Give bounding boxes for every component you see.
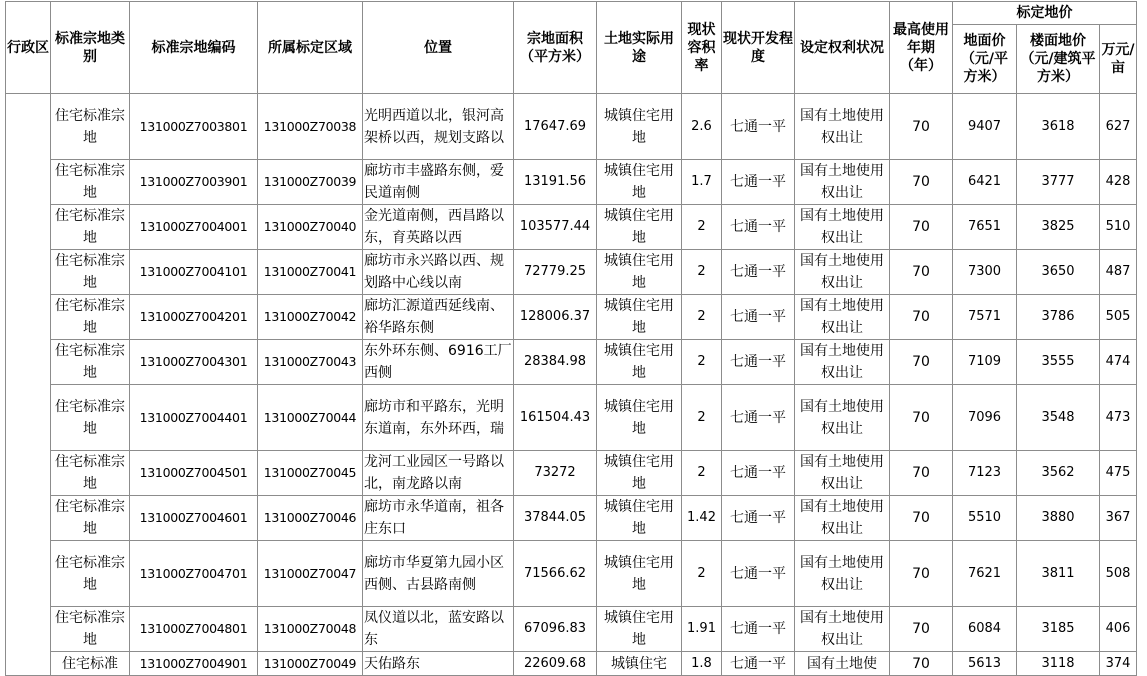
row-location: 龙河工业园区一号路以北，南龙路以南 <box>363 451 514 496</box>
row-area: 37844.05 <box>514 496 597 541</box>
row-code: 131000Z7004601 <box>130 496 258 541</box>
row-dev: 七通一平 <box>722 340 795 385</box>
row-zone: 131000Z70047 <box>258 541 363 607</box>
row-term: 70 <box>890 385 953 451</box>
row-mu-price: 428 <box>1100 160 1137 205</box>
header-category: 标准宗地类别 <box>51 2 130 94</box>
row-category: 住宅标准宗地 <box>51 160 130 205</box>
row-use: 城镇住宅用地 <box>597 385 682 451</box>
row-floor-price: 3650 <box>1017 250 1100 295</box>
row-floor-price: 3777 <box>1017 160 1100 205</box>
row-rights: 国有土地使用权出让 <box>795 160 890 205</box>
row-use: 城镇住宅用地 <box>597 94 682 160</box>
row-use: 城镇住宅用地 <box>597 451 682 496</box>
row-mu-price: 627 <box>1100 94 1137 160</box>
row-far: 2 <box>682 250 722 295</box>
row-code: 131000Z7004901 <box>130 652 258 676</box>
row-floor-price: 3825 <box>1017 205 1100 250</box>
row-term: 70 <box>890 652 953 676</box>
row-rights: 国有土地使用权出让 <box>795 205 890 250</box>
row-use: 城镇住宅用地 <box>597 541 682 607</box>
row-use: 城镇住宅 <box>597 652 682 676</box>
row-land-price: 6421 <box>953 160 1017 205</box>
table-row <box>6 541 1137 607</box>
row-code: 131000Z7004701 <box>130 541 258 607</box>
header-land-price: 地面价（元/平方米） <box>953 25 1017 94</box>
row-area: 73272 <box>514 451 597 496</box>
row-rights: 国有土地使用权出让 <box>795 541 890 607</box>
table-row <box>6 607 1137 652</box>
row-area: 71566.62 <box>514 541 597 607</box>
row-category: 住宅标准宗地 <box>51 94 130 160</box>
row-area: 28384.98 <box>514 340 597 385</box>
row-location: 廊坊市华夏第九园小区西侧、古县路南侧 <box>363 541 514 607</box>
row-floor-price: 3548 <box>1017 385 1100 451</box>
row-mu-price: 510 <box>1100 205 1137 250</box>
row-location: 廊坊市永华道南，祖各庄东口 <box>363 496 514 541</box>
row-floor-price: 3185 <box>1017 607 1100 652</box>
row-term: 70 <box>890 250 953 295</box>
row-far: 1.91 <box>682 607 722 652</box>
row-far: 2 <box>682 340 722 385</box>
row-land-price: 7651 <box>953 205 1017 250</box>
row-location: 金光道南侧，西昌路以东，育英路以西 <box>363 205 514 250</box>
row-term: 70 <box>890 340 953 385</box>
row-rights: 国有土地使用权出让 <box>795 340 890 385</box>
row-dev: 七通一平 <box>722 652 795 676</box>
row-area: 13191.56 <box>514 160 597 205</box>
row-rights: 国有土地使用权出让 <box>795 607 890 652</box>
row-category: 住宅标准宗地 <box>51 250 130 295</box>
table-row <box>6 250 1137 295</box>
row-dev: 七通一平 <box>722 295 795 340</box>
row-rights: 国有土地使用权出让 <box>795 496 890 541</box>
row-code: 131000Z7004201 <box>130 295 258 340</box>
row-zone: 131000Z70043 <box>258 340 363 385</box>
row-mu-price: 508 <box>1100 541 1137 607</box>
row-rights: 国有土地使用权出让 <box>795 295 890 340</box>
header-price-group: 标定地价 <box>953 2 1137 25</box>
row-mu-price: 505 <box>1100 295 1137 340</box>
district-cell <box>6 94 51 676</box>
row-category: 住宅标准宗地 <box>51 205 130 250</box>
row-far: 2 <box>682 541 722 607</box>
row-land-price: 7621 <box>953 541 1017 607</box>
row-dev: 七通一平 <box>722 496 795 541</box>
header-district: 行政区 <box>6 2 51 94</box>
row-area: 161504.43 <box>514 385 597 451</box>
row-land-price: 7109 <box>953 340 1017 385</box>
table-row <box>6 94 1137 160</box>
row-area: 128006.37 <box>514 295 597 340</box>
row-use: 城镇住宅用地 <box>597 496 682 541</box>
row-far: 1.8 <box>682 652 722 676</box>
row-code: 131000Z7004301 <box>130 340 258 385</box>
row-code: 131000Z7004101 <box>130 250 258 295</box>
row-mu-price: 374 <box>1100 652 1137 676</box>
row-dev: 七通一平 <box>722 385 795 451</box>
row-rights: 国有土地使用权出让 <box>795 451 890 496</box>
row-location: 光明西道以北，银河高架桥以西，规划支路以 <box>363 94 514 160</box>
row-land-price: 5510 <box>953 496 1017 541</box>
row-floor-price: 3118 <box>1017 652 1100 676</box>
row-use: 城镇住宅用地 <box>597 340 682 385</box>
row-far: 2 <box>682 385 722 451</box>
row-far: 2.6 <box>682 94 722 160</box>
row-floor-price: 3880 <box>1017 496 1100 541</box>
row-category: 住宅标准宗地 <box>51 295 130 340</box>
row-land-price: 9407 <box>953 94 1017 160</box>
table-row <box>6 295 1137 340</box>
row-mu-price: 406 <box>1100 607 1137 652</box>
row-land-price: 7123 <box>953 451 1017 496</box>
row-use: 城镇住宅用地 <box>597 607 682 652</box>
row-area: 22609.68 <box>514 652 597 676</box>
row-term: 70 <box>890 496 953 541</box>
row-mu-price: 487 <box>1100 250 1137 295</box>
row-rights: 国有土地使 <box>795 652 890 676</box>
row-zone: 131000Z70045 <box>258 451 363 496</box>
land-price-table <box>5 1 1137 676</box>
header-location: 位置 <box>363 2 514 94</box>
row-dev: 七通一平 <box>722 607 795 652</box>
row-floor-price: 3618 <box>1017 94 1100 160</box>
row-far: 2 <box>682 295 722 340</box>
row-area: 17647.69 <box>514 94 597 160</box>
row-mu-price: 474 <box>1100 340 1137 385</box>
table-row <box>6 340 1137 385</box>
table-row <box>6 451 1137 496</box>
row-zone: 131000Z70038 <box>258 94 363 160</box>
row-location: 廊坊市和平路东，光明东道南，东外环西，瑞 <box>363 385 514 451</box>
row-land-price: 6084 <box>953 607 1017 652</box>
row-term: 70 <box>890 541 953 607</box>
row-floor-price: 3811 <box>1017 541 1100 607</box>
row-area: 67096.83 <box>514 607 597 652</box>
row-zone: 131000Z70040 <box>258 205 363 250</box>
row-floor-price: 3786 <box>1017 295 1100 340</box>
row-land-price: 7571 <box>953 295 1017 340</box>
header-area: 宗地面积（平方米） <box>514 2 597 94</box>
header-far: 现状容积率 <box>682 2 722 94</box>
row-dev: 七通一平 <box>722 541 795 607</box>
table-row <box>6 385 1137 451</box>
row-use: 城镇住宅用地 <box>597 250 682 295</box>
header-code: 标准宗地编码 <box>130 2 258 94</box>
row-rights: 国有土地使用权出让 <box>795 250 890 295</box>
row-code: 131000Z7004501 <box>130 451 258 496</box>
row-zone: 131000Z70048 <box>258 607 363 652</box>
row-zone: 131000Z70044 <box>258 385 363 451</box>
row-land-price: 5613 <box>953 652 1017 676</box>
table-row <box>6 496 1137 541</box>
row-use: 城镇住宅用地 <box>597 160 682 205</box>
row-zone: 131000Z70039 <box>258 160 363 205</box>
row-category: 住宅标准 <box>51 652 130 676</box>
row-floor-price: 3562 <box>1017 451 1100 496</box>
header-zone: 所属标定区域 <box>258 2 363 94</box>
row-code: 131000Z7003801 <box>130 94 258 160</box>
row-zone: 131000Z70041 <box>258 250 363 295</box>
row-category: 住宅标准宗地 <box>51 385 130 451</box>
row-code: 131000Z7003901 <box>130 160 258 205</box>
header-dev: 现状开发程度 <box>722 2 795 94</box>
row-zone: 131000Z70046 <box>258 496 363 541</box>
header-floor-price: 楼面地价（元/建筑平方米） <box>1017 25 1100 94</box>
row-dev: 七通一平 <box>722 160 795 205</box>
table-row <box>6 205 1137 250</box>
row-dev: 七通一平 <box>722 451 795 496</box>
row-land-price: 7096 <box>953 385 1017 451</box>
row-dev: 七通一平 <box>722 205 795 250</box>
row-category: 住宅标准宗地 <box>51 340 130 385</box>
row-code: 131000Z7004001 <box>130 205 258 250</box>
row-floor-price: 3555 <box>1017 340 1100 385</box>
row-term: 70 <box>890 205 953 250</box>
header-term: 最高使用年期（年） <box>890 2 953 94</box>
row-location: 廊坊市永兴路以西、规划路中心线以南 <box>363 250 514 295</box>
row-term: 70 <box>890 451 953 496</box>
row-dev: 七通一平 <box>722 94 795 160</box>
table-row <box>6 160 1137 205</box>
row-mu-price: 473 <box>1100 385 1137 451</box>
row-far: 1.7 <box>682 160 722 205</box>
row-term: 70 <box>890 94 953 160</box>
row-rights: 国有土地使用权出让 <box>795 94 890 160</box>
header-use: 土地实际用途 <box>597 2 682 94</box>
row-dev: 七通一平 <box>722 250 795 295</box>
row-mu-price: 367 <box>1100 496 1137 541</box>
row-category: 住宅标准宗地 <box>51 541 130 607</box>
row-area: 103577.44 <box>514 205 597 250</box>
header-mu-price: 万元/亩 <box>1100 25 1137 94</box>
row-category: 住宅标准宗地 <box>51 607 130 652</box>
row-rights: 国有土地使用权出让 <box>795 385 890 451</box>
row-term: 70 <box>890 607 953 652</box>
row-area: 72779.25 <box>514 250 597 295</box>
row-land-price: 7300 <box>953 250 1017 295</box>
row-use: 城镇住宅用地 <box>597 205 682 250</box>
row-code: 131000Z7004801 <box>130 607 258 652</box>
row-far: 2 <box>682 205 722 250</box>
row-category: 住宅标准宗地 <box>51 496 130 541</box>
row-term: 70 <box>890 295 953 340</box>
row-zone: 131000Z70049 <box>258 652 363 676</box>
row-location: 天佑路东 <box>363 652 514 676</box>
row-location: 东外环东侧、6916工厂西侧 <box>363 340 514 385</box>
row-location: 廊坊汇源道西延线南、裕华路东侧 <box>363 295 514 340</box>
row-far: 2 <box>682 451 722 496</box>
row-location: 凤仪道以北，蓝安路以东 <box>363 607 514 652</box>
header-rights: 设定权利状况 <box>795 2 890 94</box>
row-code: 131000Z7004401 <box>130 385 258 451</box>
row-far: 1.42 <box>682 496 722 541</box>
row-zone: 131000Z70042 <box>258 295 363 340</box>
row-location: 廊坊市丰盛路东侧，爱民道南侧 <box>363 160 514 205</box>
row-category: 住宅标准宗地 <box>51 451 130 496</box>
row-use: 城镇住宅用地 <box>597 295 682 340</box>
row-term: 70 <box>890 160 953 205</box>
row-mu-price: 475 <box>1100 451 1137 496</box>
